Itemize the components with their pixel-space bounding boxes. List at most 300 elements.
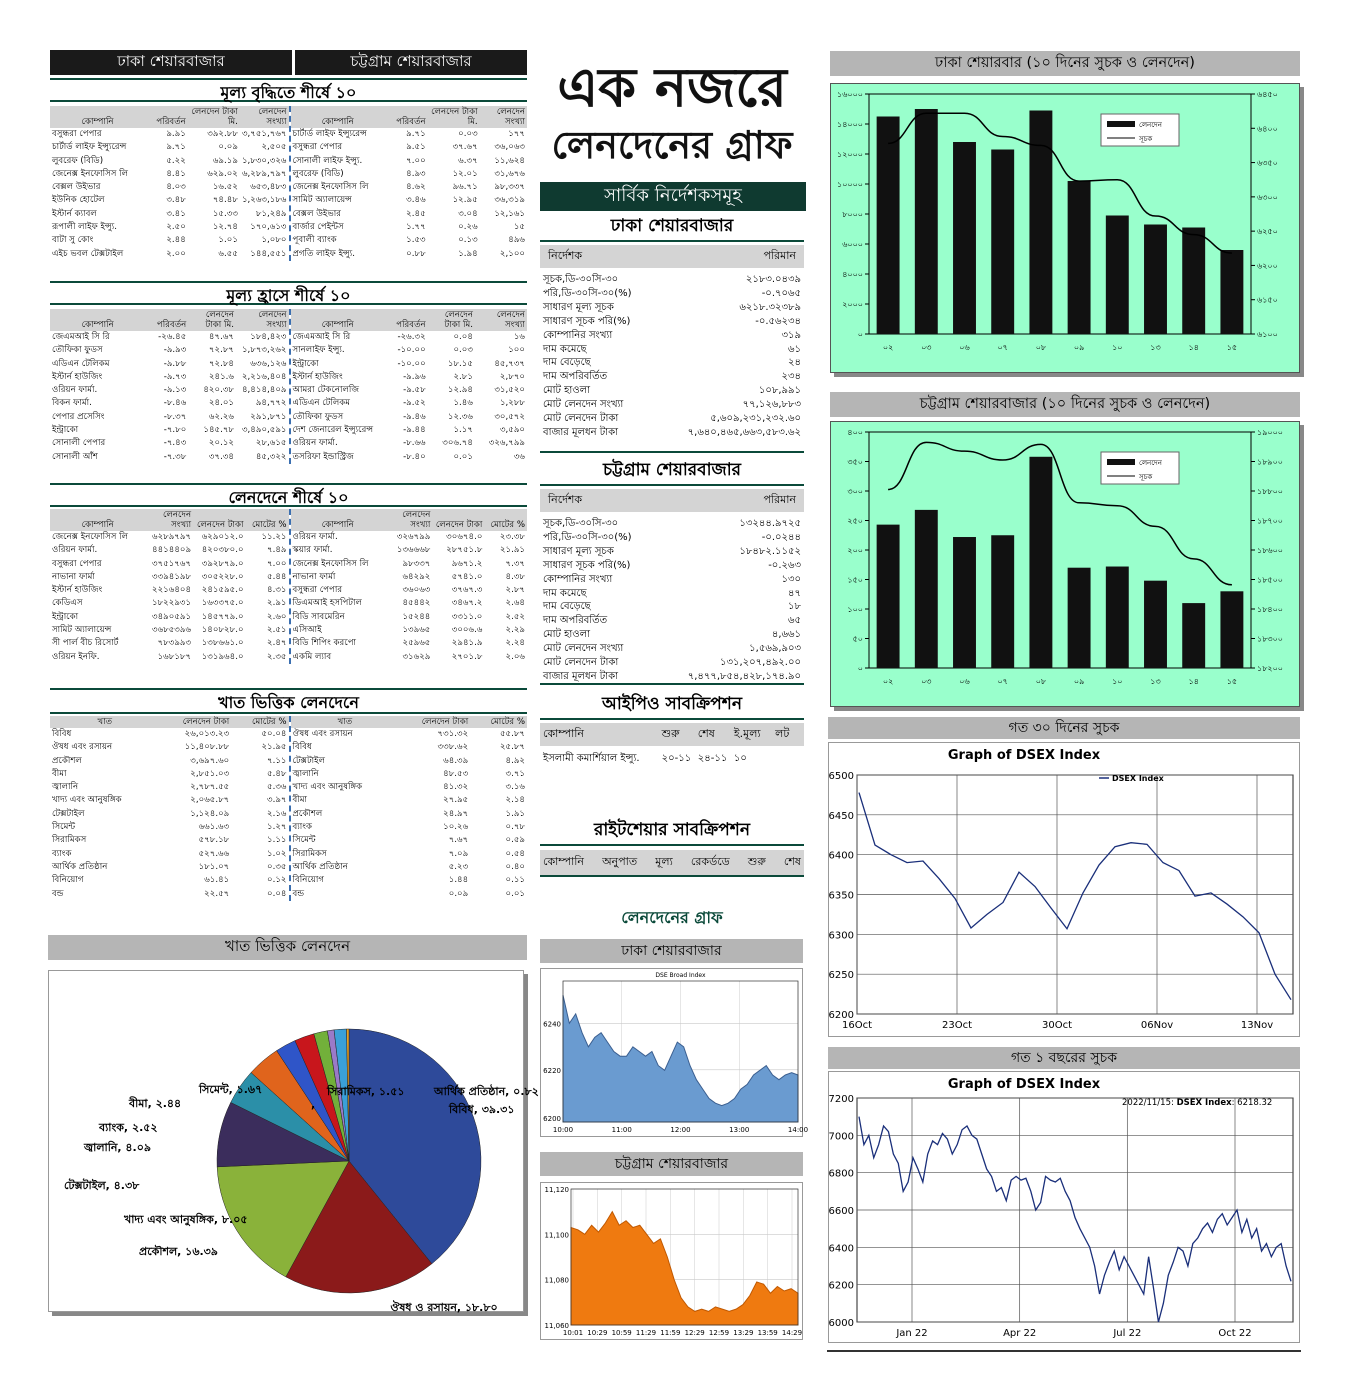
table-row — [50, 384, 289, 397]
table-body — [291, 128, 528, 261]
table-cell: নাভানা ফার্মা — [52, 571, 95, 582]
table-cell: বিনিয়োগ — [52, 875, 84, 886]
bar — [1144, 581, 1167, 668]
table-cell: ৩৬,০৬৩ — [494, 142, 525, 153]
table-cell: ২.০৬ — [505, 651, 525, 662]
indicator-row — [540, 287, 804, 301]
column-header: পরিবর্তন — [385, 309, 428, 331]
table-cell: ২.৬৪ — [505, 598, 525, 609]
table-cell: ৩০৫২২৮.০ — [201, 571, 244, 582]
table-head — [291, 716, 528, 728]
indicator-value: ৪৭ — [788, 587, 801, 599]
table-cell: রূপালী লাইফ ইন্স্যু. — [52, 222, 118, 233]
dsex30-bar — [828, 717, 1300, 739]
table-cell: ৯৬৭১.২ — [451, 558, 483, 569]
table-cell: ০.২৬ — [458, 222, 478, 233]
table-cell: ২৪.৯৭ — [443, 808, 469, 819]
table-cell: ১২.৭৪ — [212, 222, 238, 233]
dse-indicators — [540, 245, 804, 440]
table-cell: -৮.৪৬ — [163, 398, 187, 409]
table-cell: ৪৫৪৪২ — [402, 598, 431, 609]
column-header: খাত — [291, 716, 400, 728]
x-tick-label: ১৪ — [1188, 343, 1199, 352]
pie-label: বীমা, ২.৪৪ — [129, 1097, 182, 1110]
table-cell: ১৮১.০৭ — [198, 861, 230, 872]
indicator-value: -০.০২৪৪ — [761, 531, 801, 543]
table-cell: বীমা — [52, 768, 67, 779]
table-cell: জেনেক্স ইনফোসিস লি — [52, 168, 129, 179]
table-cell: সিমেন্ট — [52, 822, 76, 833]
table-cell: ১.২৭ — [267, 822, 287, 833]
trade-graph-title: লেনদেনের গ্রাফ — [621, 908, 723, 927]
dse-intraday-bar — [540, 939, 803, 963]
table-row — [291, 808, 528, 821]
table-cell: ১.৫৩ — [406, 235, 426, 246]
table-cell: ২৪১.৬ — [208, 371, 234, 382]
table-cell: তসরিফা ইন্ডাস্ট্রিজ — [292, 451, 354, 462]
table-cell: -৮.৪০ — [403, 451, 426, 462]
indicator-row — [540, 356, 804, 370]
table-cell: ৭.৬৭ — [448, 835, 469, 846]
y-tick-label: 6000 — [828, 1318, 854, 1329]
x-tick-label: 16Oct — [841, 1020, 873, 1031]
y-tick-label: ২০০০ — [842, 300, 863, 309]
table-cell: ৬১.৪১ — [204, 875, 230, 886]
ind-head-left: নির্দেশক — [548, 493, 583, 506]
table-head-row — [291, 509, 528, 531]
table-cell: পেপার প্রসেসিং — [52, 411, 105, 422]
table-cell: ১.৯১ — [505, 808, 525, 819]
table-cell: -৯.৪৪ — [403, 425, 426, 436]
legend-swatch-bar — [1107, 121, 1135, 127]
x-tick-label: 11:00 — [611, 1126, 632, 1134]
x-tick-label: 14:29 — [781, 1329, 803, 1337]
table-cell: বিডি সাবমেরিন — [292, 611, 345, 622]
y-tick-label: 7000 — [828, 1131, 854, 1143]
x-tick-label: 14:00 — [787, 1126, 809, 1134]
ipo-column-header: কোম্পানি — [543, 727, 584, 740]
ipo-table — [540, 723, 804, 773]
table-row — [50, 584, 289, 597]
x-tick-label: ০৭ — [997, 343, 1008, 352]
table-cell: ৬২৯০১২.০ — [201, 532, 244, 542]
x-tick-label: 11:59 — [660, 1329, 681, 1337]
cse-10day-title: চট্টগ্রাম শেয়ারবাজার (১০ দিনের সুচক ও লেনদেন) — [919, 395, 1211, 412]
table-row — [50, 128, 289, 141]
indicator-label: বাজার মূলধন টাকা — [543, 426, 618, 438]
table-cell: ২.৫০ — [166, 222, 186, 233]
dse-10day-title: ঢাকা শেয়ারবার (১০ দিনের সুচক ও লেনদেন) — [935, 54, 1195, 71]
column-header: লেনদেন সংখ্যা — [385, 509, 432, 531]
index-line — [888, 442, 1232, 584]
table-cell: ২১.৯৫ — [261, 742, 287, 753]
table-cell: ৩.৭১ — [505, 768, 525, 779]
legend-label: লেনদেন — [1139, 121, 1162, 129]
cse-indicators-table — [540, 517, 804, 684]
table-cell: ৩.৪১ — [166, 208, 186, 219]
table-cell: ৩৬ — [513, 451, 525, 462]
table-cell: ১,৮৭৩,২৬২ — [241, 345, 287, 356]
ipo-column-header: শুরু — [661, 727, 680, 740]
table-body — [50, 531, 289, 664]
column-header: লেনদেন টাকা মি. — [188, 309, 236, 331]
table-cell: বিবিধ — [292, 742, 312, 753]
table-cell: বিনিয়োগ — [292, 875, 324, 886]
table-cell: ২.৯১ — [267, 598, 287, 609]
cse-header-bar — [295, 50, 527, 75]
table-cell: ৬.৩৭ — [458, 155, 478, 166]
table-cell: ১.৪৬ — [453, 398, 473, 409]
table-cell: ৫.৩৬ — [267, 782, 287, 793]
y-tick-label: 6350 — [828, 890, 854, 902]
table-row — [50, 611, 289, 624]
indicator-label: পরি,ডি-৩০সি-৩০(%) — [543, 531, 632, 543]
column-header: পরিবর্তন — [145, 106, 188, 128]
indicator-label: দাম কমেছে — [543, 343, 587, 355]
table-cell: ৬৯.১৯ — [212, 155, 238, 166]
x-tick-label: 30Oct — [1041, 1020, 1073, 1031]
table-row — [291, 234, 528, 247]
table-cell: বেক্সল উইভার — [52, 182, 101, 193]
bar — [991, 535, 1014, 668]
table-cell: নাভানা ফার্মা — [292, 571, 336, 582]
y-tick-label: 6400 — [828, 850, 854, 862]
table-cell: ৩০৬৭৪.০ — [446, 532, 483, 542]
table-cell: বাটা সু কোং — [52, 235, 94, 246]
table-cell: ২৪.০১ — [208, 398, 234, 409]
table-body — [291, 531, 528, 664]
overall-indices-bar — [540, 182, 806, 211]
table-cell: ৪২০.৩৮ — [203, 385, 234, 396]
table-cell: ৩৪৬৭.২ — [451, 598, 483, 609]
indicator-row — [540, 343, 804, 357]
table-row — [291, 451, 528, 464]
table-cell: ১০০ — [508, 345, 525, 356]
table-cell: ৯.৯১ — [166, 129, 186, 139]
table-cell: ৭.৪৯ — [267, 545, 287, 556]
table-cell: ২.৮১ — [453, 371, 473, 382]
table-cell: ৪৫,৩২২ — [255, 451, 287, 462]
indicator-row — [540, 587, 804, 601]
table-cell: চার্টার্ড লাইফ ইন্স্যুরেন্স — [292, 129, 367, 139]
dse-sector-table — [50, 716, 289, 901]
table-cell: -৭.৮০ — [163, 425, 187, 436]
cse-turnover-half — [289, 509, 528, 664]
table-cell: ৩,৫৯০ — [499, 425, 525, 436]
y-tick-label: ১৪০০০ — [837, 120, 863, 129]
dsex-line — [859, 1117, 1291, 1322]
cse-10day-box — [830, 421, 1300, 707]
y-tick-label: ০ — [857, 664, 863, 673]
x-tick-label: ১৩ — [1150, 677, 1161, 686]
table-cell: ২,০৬৫.৮৭ — [190, 795, 230, 806]
table-row — [291, 637, 528, 650]
table-row — [291, 331, 528, 344]
table-cell: -৯.৮৮ — [163, 358, 187, 369]
table-row — [50, 544, 289, 557]
dse-intraday-label: ঢাকা শেয়ারবাজার — [621, 943, 722, 959]
bar — [1029, 457, 1052, 668]
y-tick-label: 6800 — [828, 1168, 854, 1180]
sector-pie-title — [48, 935, 527, 960]
table-cell: এডিএন টেলিকম — [292, 398, 351, 409]
table-row — [50, 371, 289, 384]
indicator-label: মোট লেনদেন সংখ্যা — [543, 399, 624, 411]
table-cell: -২৬.৩২ — [397, 332, 426, 342]
column-header: লেনদেন সংখ্যা — [480, 106, 527, 128]
table-head — [50, 106, 289, 128]
sector-title: খাত ভিত্তিক লেনদেনে — [50, 688, 527, 714]
y-tick-label: 6300 — [828, 930, 854, 942]
indicator-value: ৬১ — [788, 343, 801, 355]
ipo-cell: ইসলামী কমার্শিয়াল ইন্স্যু. — [543, 753, 640, 764]
ipo-column-header: শেষ — [697, 727, 715, 740]
x-tick-label: 13:29 — [733, 1329, 754, 1337]
table-cell: ৬.৫৫ — [218, 248, 238, 259]
table-row — [50, 781, 289, 794]
rights-column-header: শেষ — [783, 855, 801, 868]
x-tick-label: ০৭ — [997, 677, 1008, 686]
table-cell: ইউনিক হোটেল — [52, 195, 105, 206]
y2-tick-label: ৬৩০০ — [1257, 192, 1278, 202]
table-cell: ৯৬.৭১ — [452, 182, 478, 193]
table-cell: জেনেক্স ইনফোসিস লি — [52, 532, 129, 542]
indicator-value: ২৩৪ — [781, 371, 801, 383]
table-cell: ৩৯২.৮৮ — [207, 129, 238, 139]
table-cell: ২,৮৭০ — [499, 371, 525, 382]
indicator-value: -০.৭০৬৫ — [761, 287, 801, 299]
bar — [877, 117, 900, 335]
table-cell: ১৩৯৬৫ — [402, 625, 431, 636]
table-row — [291, 888, 528, 901]
table-row — [50, 741, 289, 754]
table-cell: ২১.৯১ — [499, 545, 525, 556]
x-tick-label: 13:00 — [729, 1126, 750, 1134]
table-cell: জেনেক্স ইনফোসিস লি — [292, 558, 369, 569]
y2-tick-label: ৬২৫০ — [1257, 227, 1278, 237]
y-tick-label: 11,060 — [544, 1322, 569, 1330]
indicator-label: দাম কমেছে — [543, 587, 587, 599]
ipo-cell: ২৪-১১ — [697, 753, 728, 764]
legend-label: DSEX Index — [1112, 774, 1164, 783]
column-header: লেনদেন টাকা মি. — [188, 106, 240, 128]
table-cell: ৭.০০ — [406, 155, 426, 166]
indicator-row — [540, 517, 804, 531]
indicator-row — [540, 273, 804, 287]
table-cell: ৭.০০ — [267, 558, 287, 569]
table-head-row — [50, 106, 289, 128]
table-row — [50, 344, 289, 357]
indicator-row — [540, 600, 804, 614]
dse-indicators-table — [540, 273, 804, 440]
x-tick-label: 10:00 — [552, 1126, 574, 1134]
table-row — [50, 194, 289, 207]
table-cell: ২৮৭৫১.৮ — [446, 545, 483, 556]
table-cell: ২.১৬ — [267, 808, 287, 819]
table-cell: ১৬৩৩৭৫.০ — [201, 598, 244, 609]
bar — [1220, 250, 1243, 334]
x-tick-label: 11:29 — [635, 1329, 657, 1337]
table-cell: বীমা — [292, 795, 308, 806]
table-cell: ব্যাংক — [292, 822, 312, 833]
table-cell: ১৬৮১৮৭ — [157, 651, 192, 662]
table-cell: ৩.৪৬ — [406, 195, 426, 206]
table-body — [291, 331, 528, 464]
table-cell: ডিএমআই হসপিটাল — [292, 598, 362, 609]
table-cell: পূবালী ব্যাংক — [292, 235, 337, 246]
table-cell: ১৩১৯৬৪.০ — [201, 651, 244, 662]
table-cell: ৩.৯৭ — [267, 795, 287, 806]
pie-label: বিবিধ, ৩৯.৩১ — [449, 1103, 515, 1116]
dse-10day-box — [830, 83, 1300, 373]
table-cell: ৫.২৩ — [448, 861, 469, 872]
table-cell: ঔষধ এবং রসায়ন — [52, 742, 113, 753]
table-row — [291, 741, 528, 754]
y-tick-label: 6220 — [543, 1066, 561, 1075]
table-cell: ০.০১ — [505, 888, 525, 899]
indicator-label: সাধারণ সূচক পরি(%) — [543, 559, 631, 571]
y-tick-label: 6200 — [828, 1280, 854, 1292]
annotation-label: DSEX Index — [1176, 1098, 1232, 1108]
table-cell: বিডি শিপিং করপো — [292, 638, 357, 649]
chart-title: Graph of DSEX Index — [947, 1077, 1101, 1092]
table-cell: দেশ জেনারেল ইন্স্যুরেন্স — [292, 425, 374, 436]
legend-label: সূচক — [1139, 473, 1153, 481]
table-head — [291, 106, 528, 128]
table-head — [291, 309, 528, 331]
table-cell: ২.৪৫ — [406, 208, 426, 219]
table-cell: ৬৬১.৬৩ — [198, 822, 230, 833]
table-cell: আমরা টেকনোলজি — [292, 385, 360, 396]
x-tick-label: 10:01 — [562, 1329, 584, 1337]
dse-losers-half — [50, 309, 289, 464]
table-cell: ৬৪.৩৯ — [443, 755, 469, 766]
table-cell: ১১,৪০৮.৮৮ — [184, 742, 230, 753]
table-row — [291, 208, 528, 221]
column-header: লেনদেন সংখ্যা — [475, 309, 527, 331]
indicator-label: সাধারণ মূল্য সূচক — [543, 545, 614, 557]
table-row — [291, 437, 528, 450]
table-row — [291, 155, 528, 168]
table-row — [291, 597, 528, 610]
y2-tick-label: ১৮৫০০ — [1257, 575, 1283, 585]
table-cell: ৪.৯৩ — [406, 168, 426, 179]
table-cell: ২,৮৫১.০৩ — [190, 768, 230, 779]
table-cell: ৪৭.৬৭ — [208, 332, 234, 342]
table-cell: ২৭০১.৮ — [451, 651, 483, 662]
sector-pie-chart — [49, 971, 539, 1314]
table-row — [291, 624, 528, 637]
table-cell: ৪.৪১ — [166, 168, 186, 179]
table-head-row — [291, 106, 528, 128]
x-tick-label: Jul 22 — [1113, 1328, 1142, 1339]
table-cell: সোনালী আঁশ — [52, 451, 98, 462]
indicator-row — [540, 559, 804, 573]
table-cell: জেএমআই সি রি — [292, 332, 351, 342]
table-cell: জ্বালানি — [292, 768, 319, 779]
column-header: লেনদেন টাকা মি. — [428, 106, 480, 128]
indicator-value: ১,৫৬৯,৯০৩ — [749, 643, 801, 655]
divider — [540, 451, 804, 453]
table-cell: ০.০৪ — [267, 888, 287, 899]
table-row — [291, 821, 528, 834]
table-row — [291, 221, 528, 234]
table-cell: ৩,৪৯০,৫৯১ — [241, 425, 287, 436]
y-tick-label: ০ — [857, 330, 863, 339]
dse-header-bar — [50, 50, 292, 75]
table-cell: -৯.৯৩ — [163, 345, 187, 356]
indicator-row — [540, 545, 804, 559]
table-cell: ০.৩৫ — [267, 861, 287, 872]
table-cell: ০.০১ — [453, 451, 473, 462]
table-cell: ১৪৫.৭৮ — [203, 425, 234, 436]
y-tick-label: 11,120 — [544, 1186, 569, 1194]
x-tick-label: Apr 22 — [1003, 1328, 1037, 1339]
indicator-value: ১০৮,৯৯১ — [758, 385, 801, 397]
table-cell: ৩০,৫৭২ — [494, 411, 525, 422]
indicator-label: সাধারণ সূচক পরি(%) — [543, 315, 631, 327]
table-cell: আর্থিক প্রতিষ্ঠান — [52, 861, 108, 872]
table-cell: ০.৪০ — [505, 861, 525, 872]
table-cell: সোনালী পেপার — [52, 438, 106, 449]
table-cell: খাদ্য এবং আনুষঙ্গিক — [292, 782, 363, 793]
y-tick-label: ৮০০০ — [842, 210, 863, 219]
table-row — [291, 794, 528, 807]
table-cell: ৪৯৬ — [508, 235, 525, 246]
cse-intraday-box — [540, 1182, 803, 1340]
indicator-value: ৭,৪৭৭,৮৫৪,৪২৮,১৭৪.৯০ — [687, 670, 801, 682]
x-tick-label: 13Nov — [1240, 1020, 1274, 1031]
table-row — [50, 234, 289, 247]
table-cell: ২.৩৫ — [267, 651, 287, 662]
cse-intraday-label: চট্টগ্রাম শেয়ারবাজার — [614, 1156, 729, 1172]
indicator-label: দাম বেড়েছে — [543, 357, 591, 369]
table-cell: ৯৪,৭৭২ — [255, 398, 287, 409]
table-cell: ৭.১১ — [267, 755, 287, 766]
y-tick-label: 6240 — [543, 1020, 561, 1029]
y-tick-label: 6200 — [828, 1010, 854, 1021]
ipo-cell: ২০-১১ — [661, 753, 692, 764]
cse-losers-half — [289, 309, 528, 464]
table-cell: ১২.৯৪ — [447, 385, 473, 396]
dse-turnover-table — [50, 509, 289, 664]
indicator-value: ১৮৪৮২.১১৫২ — [739, 545, 801, 557]
table-cell: বসুন্ধরা পেপার — [292, 142, 343, 153]
y2-tick-label: ৬২০০ — [1257, 261, 1278, 271]
table-cell: ২০.১২ — [208, 438, 234, 449]
overall-indices-label: সার্বিক নির্দেশকসমূহ — [604, 185, 742, 206]
indicator-label: দাম অপরিবর্তিত — [543, 615, 608, 627]
table-cell: বেক্সল উইভার — [292, 208, 342, 219]
y-tick-label: 6500 — [828, 771, 854, 782]
table-cell: ০.০৩ — [453, 345, 473, 356]
bar — [1182, 603, 1205, 668]
x-tick-label: 10:29 — [587, 1329, 608, 1337]
x-tick-label: ০২ — [882, 677, 894, 686]
table-cell: একমি ল্যাব — [292, 651, 332, 662]
indicator-row — [540, 573, 804, 587]
table-cell: ৩৭৫১৭৬৭ — [151, 558, 192, 569]
table-row — [291, 768, 528, 781]
table-cell: ৭.৩৭ — [505, 558, 525, 569]
bar — [877, 525, 900, 668]
table-cell: ১২.৯৫ — [452, 195, 478, 206]
dsex1y-bar — [828, 1047, 1300, 1069]
table-cell: -৯.৫৮ — [403, 385, 426, 396]
table-row — [291, 544, 528, 557]
table-cell: ৬৩৬,১২৬ — [250, 358, 287, 369]
ind-head-right: পরিমান — [763, 249, 796, 262]
